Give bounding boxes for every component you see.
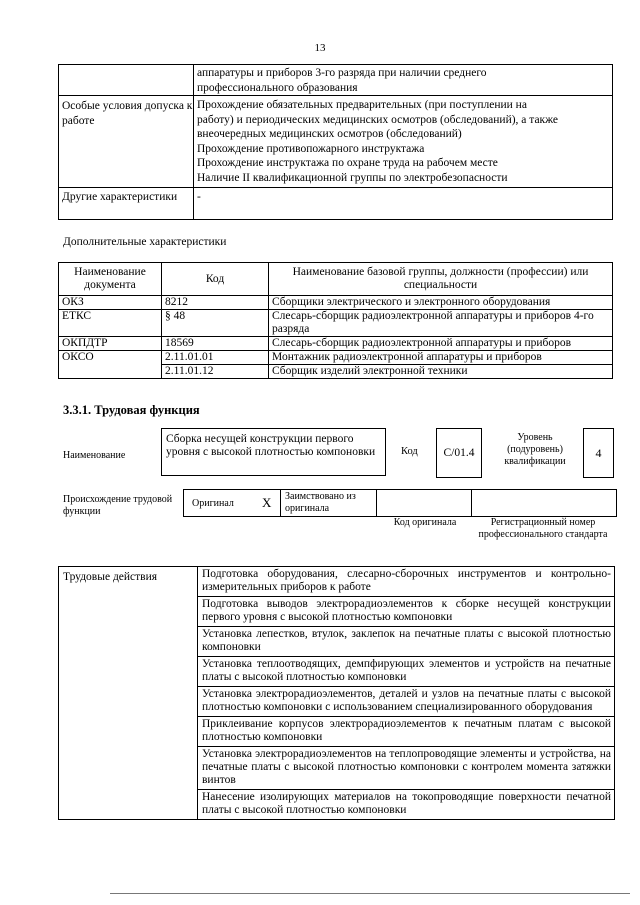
table-row [59, 310, 613, 337]
page-bottom-rule [110, 893, 630, 894]
labor-action-item: Подготовка оборудования, слесарно-сборочных инструментов и контрольно-измерительных приборов к работе [198, 567, 615, 597]
original-checkmark: X [262, 495, 272, 510]
labor-action-item: Подготовка выводов электрорадиоэлементов к сборке несущей конструкции первого уровня с высокой плотностью компоновки [198, 597, 615, 627]
name-label: Наименование [63, 450, 126, 461]
code-label: Код [401, 446, 418, 457]
name-cell: Слесарь-сборщик радиоэлектронной аппаратуры и приборов 4-го разряда [269, 310, 613, 337]
labor-action-item: Приклеивание корпусов электрорадиоэлементов к печатным платам с высокой плотностью компоновки [198, 717, 615, 747]
col-header-code: Код [162, 263, 269, 296]
code-cell: 2.11.01.01 [162, 351, 269, 365]
table-row [59, 567, 615, 597]
name-cell: Сборщик изделий электронной техники [269, 365, 613, 379]
registration-number-caption: Регистрационный номер профессионального стандарта [478, 517, 608, 540]
other-characteristics-value: - [194, 188, 613, 220]
name-cell: Монтажник радиоэлектронной аппаратуры и приборов [269, 351, 613, 365]
table-row [59, 65, 613, 96]
doc-cell: ЕТКС [59, 310, 162, 337]
other-characteristics-label: Другие характеристики [59, 188, 194, 220]
name-cell: Слесарь-сборщик радиоэлектронной аппаратуры и приборов [269, 337, 613, 351]
qualification-table [58, 64, 613, 220]
labor-action-item: Установка электрорадиоэлементов, деталей и узлов на печатные платы с высокой плотностью компоновки с использованием специализированного оборудования [198, 687, 615, 717]
code-cell: 2.11.01.12 [162, 365, 269, 379]
additional-characteristics-title: Дополнительные характеристики [63, 236, 227, 248]
requirements-cell: аппаратуры и приборов 3-го разряда при наличии среднего профессионального образования [194, 65, 613, 96]
labor-actions-label: Трудовые действия [59, 567, 198, 820]
name-cell: Сборщики электрического и электронного оборудования [269, 296, 613, 310]
qualification-level-label: Уровень (подуровень) квалификации [504, 432, 566, 467]
col-header-document: Наименование документа [59, 263, 162, 296]
col-header-name: Наименование базовой группы, должности (профессии) или специальности [269, 263, 613, 296]
special-conditions-cell: Прохождение обязательных предварительных (при поступлении на работу) и периодических медицинских осмотров (обследований), а также внеочередных медицинских осмотров (обследований) Прохождение противопожарного инструктажа Прохождение инструктажа по охране труда на рабочем месте Наличие II квалификационной группы по электробезопасности [194, 96, 613, 188]
borrowed-label: Заимствовано из оригинала [285, 491, 356, 514]
labor-action-item: Установка теплоотводящих, демпфирующих элементов и устройств на печатные платы с высокой плотностью компоновки [198, 657, 615, 687]
additional-characteristics-table [58, 262, 613, 379]
table-header-row [59, 263, 613, 296]
doc-cell: ОКПДТР [59, 337, 162, 351]
labor-actions-table [58, 566, 615, 820]
doc-cell: ОКСО [59, 351, 162, 379]
code-cell: 8212 [162, 296, 269, 310]
doc-cell: ОКЗ [59, 296, 162, 310]
function-code-value: С/01.4 [436, 428, 482, 478]
table-row [59, 96, 613, 188]
qualification-level-value: 4 [583, 428, 614, 478]
labor-action-item: Нанесение изолирующих материалов на токопроводящие поверхности печатной платы с высокой плотностью компоновки [198, 790, 615, 820]
table-row [59, 351, 613, 365]
original-code-caption: Код оригинала [393, 517, 457, 528]
origin-grid [183, 489, 617, 517]
origin-label: Происхождение трудовой функции [63, 494, 173, 517]
original-label: Оригинал [192, 498, 234, 509]
labor-action-item: Установка лепестков, втулок, заклепок на печатные платы с высокой плотностью компоновки [198, 627, 615, 657]
code-cell: § 48 [162, 310, 269, 337]
page-number: 13 [314, 42, 326, 54]
table-row [59, 296, 613, 310]
code-cell: 18569 [162, 337, 269, 351]
special-conditions-label: Особые условия допуска к работе [59, 96, 194, 188]
labor-function-heading: 3.3.1. Трудовая функция [63, 403, 200, 417]
labor-action-item: Установка электрорадиоэлементов на теплопроводящие элементы и устройства, на печатные платы с высокой плотностью компоновки с контролем момента затяжки винтов [198, 747, 615, 790]
table-row [59, 188, 613, 220]
table-row [59, 337, 613, 351]
function-name-value: Сборка несущей конструкции первого уровня с высокой плотностью компоновки [161, 428, 386, 476]
